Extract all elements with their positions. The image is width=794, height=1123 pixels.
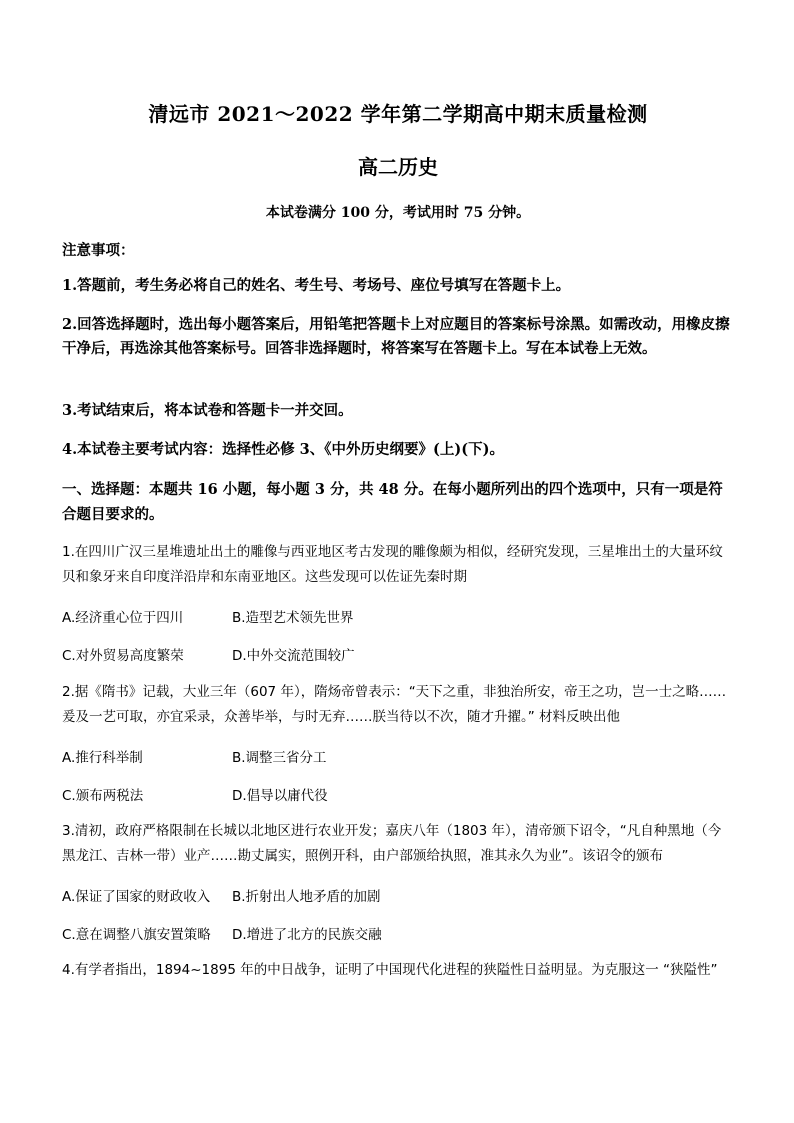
question-options-row [62,606,734,626]
note-item: 4.本试卷主要考试内容：选择性必修 3、《中外历史纲要》(上)(下)。 [62,441,504,458]
option-c: C.意在调整八旗安置策略 [62,927,211,943]
question-options-row [62,784,734,804]
note-item: 3.考试结束后，将本试卷和答题卡一并交回。 [62,402,353,419]
option-c: C.颁布两税法 [62,788,144,804]
exam-title: 清远市 2021～2022 学年第二学期高中期末质量检测 [148,102,648,126]
option-b: B.折射出人地矛盾的加剧 [232,889,381,905]
notes-heading: 注意事项： [62,242,135,259]
option-d: D.增进了北方的民族交融 [232,927,382,943]
option-b: B.调整三省分工 [232,750,327,766]
option-d: D.中外交流范围较广 [232,648,355,664]
option-a: A.经济重心位于四川 [62,610,184,626]
section-heading: 一、选择题：本题共 16 小题，每小题 3 分，共 48 分。在每小题所列出的四个选项中，只有一项是符合题目要求的。 [62,481,723,523]
question-options-row [62,885,734,905]
note-item: 2.回答选择题时，选出每小题答案后，用铅笔把答题卡上对应题目的答案标号涂黑。如需改动，用橡皮擦干净后，再选涂其他答案标号。回答非选择题时，将答案写在答题卡上。写在本试卷上无效。 [62,316,730,357]
question-stem: 1.在四川广汉三星堆遗址出土的雕像与西亚地区考古发现的雕像颇为相似，经研究发现，三星堆出土的大量环纹贝和象牙来自印度洋沿岸和东南亚地区。这些发现可以佐证先秦时期 [62,544,723,585]
question-options-row [62,644,734,664]
option-c: C.对外贸易高度繁荣 [62,648,184,664]
question-stem: 3.清初，政府严格限制在长城以北地区进行农业开发；嘉庆八年（1803 年），清帝颁下诏令，“凡自种黑地（今黑龙江、吉林一带）业产……勘丈属实，照例开科，由户部颁给执照，准其永久为业”。该诏令的颁布 [62,823,722,864]
question-options-row [62,923,734,943]
note-item: 1.答题前，考生务必将自己的姓名、考生号、考场号、座位号填写在答题卡上。 [62,277,571,294]
option-a: A.推行科举制 [62,750,143,766]
exam-subject: 高二历史 [358,155,438,179]
option-a: A.保证了国家的财政收入 [62,889,211,905]
option-d: D.倡导以庸代役 [232,788,328,804]
option-b: B.造型艺术领先世界 [232,610,354,626]
exam-info: 本试卷满分 100 分，考试用时 75 分钟。 [265,205,531,221]
question-options-row [62,746,734,766]
question-stem: 2.据《隋书》记载，大业三年（607 年），隋炀帝曾表示：“天下之重，非独治所安，帝王之功，岂一士之略……爰及一艺可取，亦宜采录，众善毕举，与时无弃……朕当待以不次，随才升擢。” 材料反映出他 [62,684,727,725]
question-stem: 4.有学者指出，1894~1895 年的中日战争，证明了中国现代化进程的狭隘性日益明显。为克服这一 “狭隘性” [62,962,718,978]
